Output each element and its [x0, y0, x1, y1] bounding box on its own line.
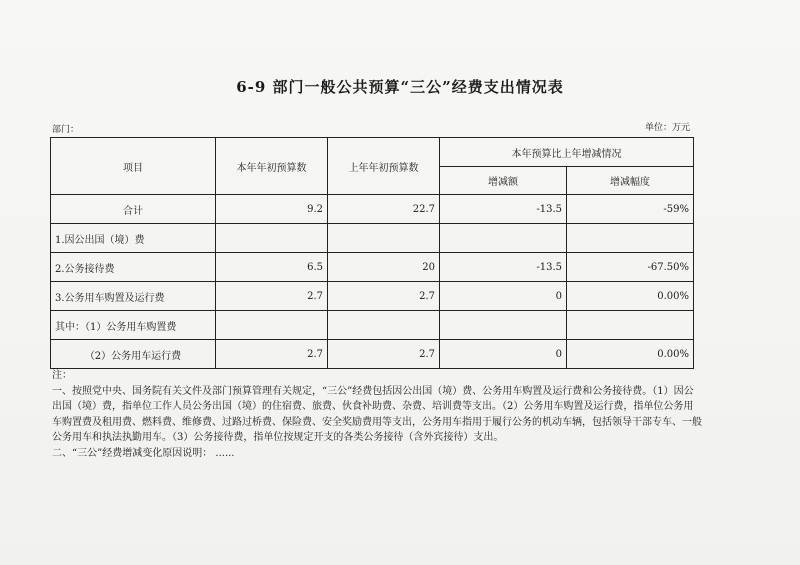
table-row — [51, 224, 694, 253]
row-rate — [567, 311, 694, 340]
table-row — [51, 253, 694, 282]
department-label: 部门： — [52, 125, 80, 135]
row-amount: -13.5 — [440, 253, 567, 282]
table-row — [51, 282, 694, 311]
table-row — [51, 195, 694, 224]
notes-section — [52, 368, 702, 461]
page-title: 6-9 部门一般公共预算“三公”经费支出情况表 — [236, 78, 564, 96]
row-last: 2.7 — [328, 282, 440, 311]
notes-line-2: 二、“三公”经费增减变化原因说明： ...... — [52, 447, 235, 459]
row-amount — [440, 224, 567, 253]
row-amount — [440, 311, 567, 340]
row-current: 9.2 — [216, 195, 328, 224]
row-amount: -13.5 — [440, 195, 567, 224]
header-change-group: 本年预算比上年增减情况 — [440, 138, 694, 167]
unit-label: 单位：万元 — [644, 123, 690, 133]
row-last — [328, 311, 440, 340]
row-last: 22.7 — [328, 195, 440, 224]
row-rate: -67.50% — [567, 253, 694, 282]
header-change-amount: 增减额 — [440, 167, 567, 195]
header-item: 项目 — [51, 138, 216, 195]
notes-label: 注： — [52, 370, 72, 381]
row-last: 20 — [328, 253, 440, 282]
row-item: 2.公务接待费 — [51, 253, 216, 282]
row-item: （2）公务用车运行费 — [51, 340, 216, 369]
row-item: 1.因公出国（境）费 — [51, 224, 216, 253]
row-item: 合计 — [51, 195, 216, 224]
row-rate: -59% — [567, 195, 694, 224]
row-current: 2.7 — [216, 340, 328, 369]
notes-line-1: 一、按照党中央、国务院有关文件及部门预算管理有关规定，“三公”经费包括因公出国（境）费、公务用车购置及运行费和公务接待费。（1）因公出国（境）费，指单位工作人员公务出国（境）的住宿费、旅费、伙食补助费、杂费、培训费等支出。（2）公务用车购置及运行费，指单位公务用车购置费及租用费、燃料费、维修费、过路过桥费、保险费、安全奖励费用等支出，公务用车指用于履行公务的机动车辆，包括领导干部专车、一般公务用车和执法执勤用车。（3）公务接待费，指单位按规定开支的各类公务接待（含外宾接待）支出。 — [52, 385, 702, 443]
row-item: 其中：（1）公务用车购置费 — [51, 311, 216, 340]
row-amount: 0 — [440, 340, 567, 369]
row-last: 2.7 — [328, 340, 440, 369]
row-last — [328, 224, 440, 253]
row-rate: 0.00% — [567, 340, 694, 369]
row-amount: 0 — [440, 282, 567, 311]
table-row — [51, 340, 694, 369]
row-rate — [567, 224, 694, 253]
header-last-budget: 上年年初预算数 — [328, 138, 440, 195]
row-item: 3.公务用车购置及运行费 — [51, 282, 216, 311]
header-current-budget: 本年年初预算数 — [216, 138, 328, 195]
budget-table — [50, 137, 694, 369]
header-change-rate: 增减幅度 — [567, 167, 694, 195]
row-current — [216, 224, 328, 253]
row-current: 6.5 — [216, 253, 328, 282]
row-current — [216, 311, 328, 340]
row-rate: 0.00% — [567, 282, 694, 311]
row-current: 2.7 — [216, 282, 328, 311]
table-row — [51, 311, 694, 340]
